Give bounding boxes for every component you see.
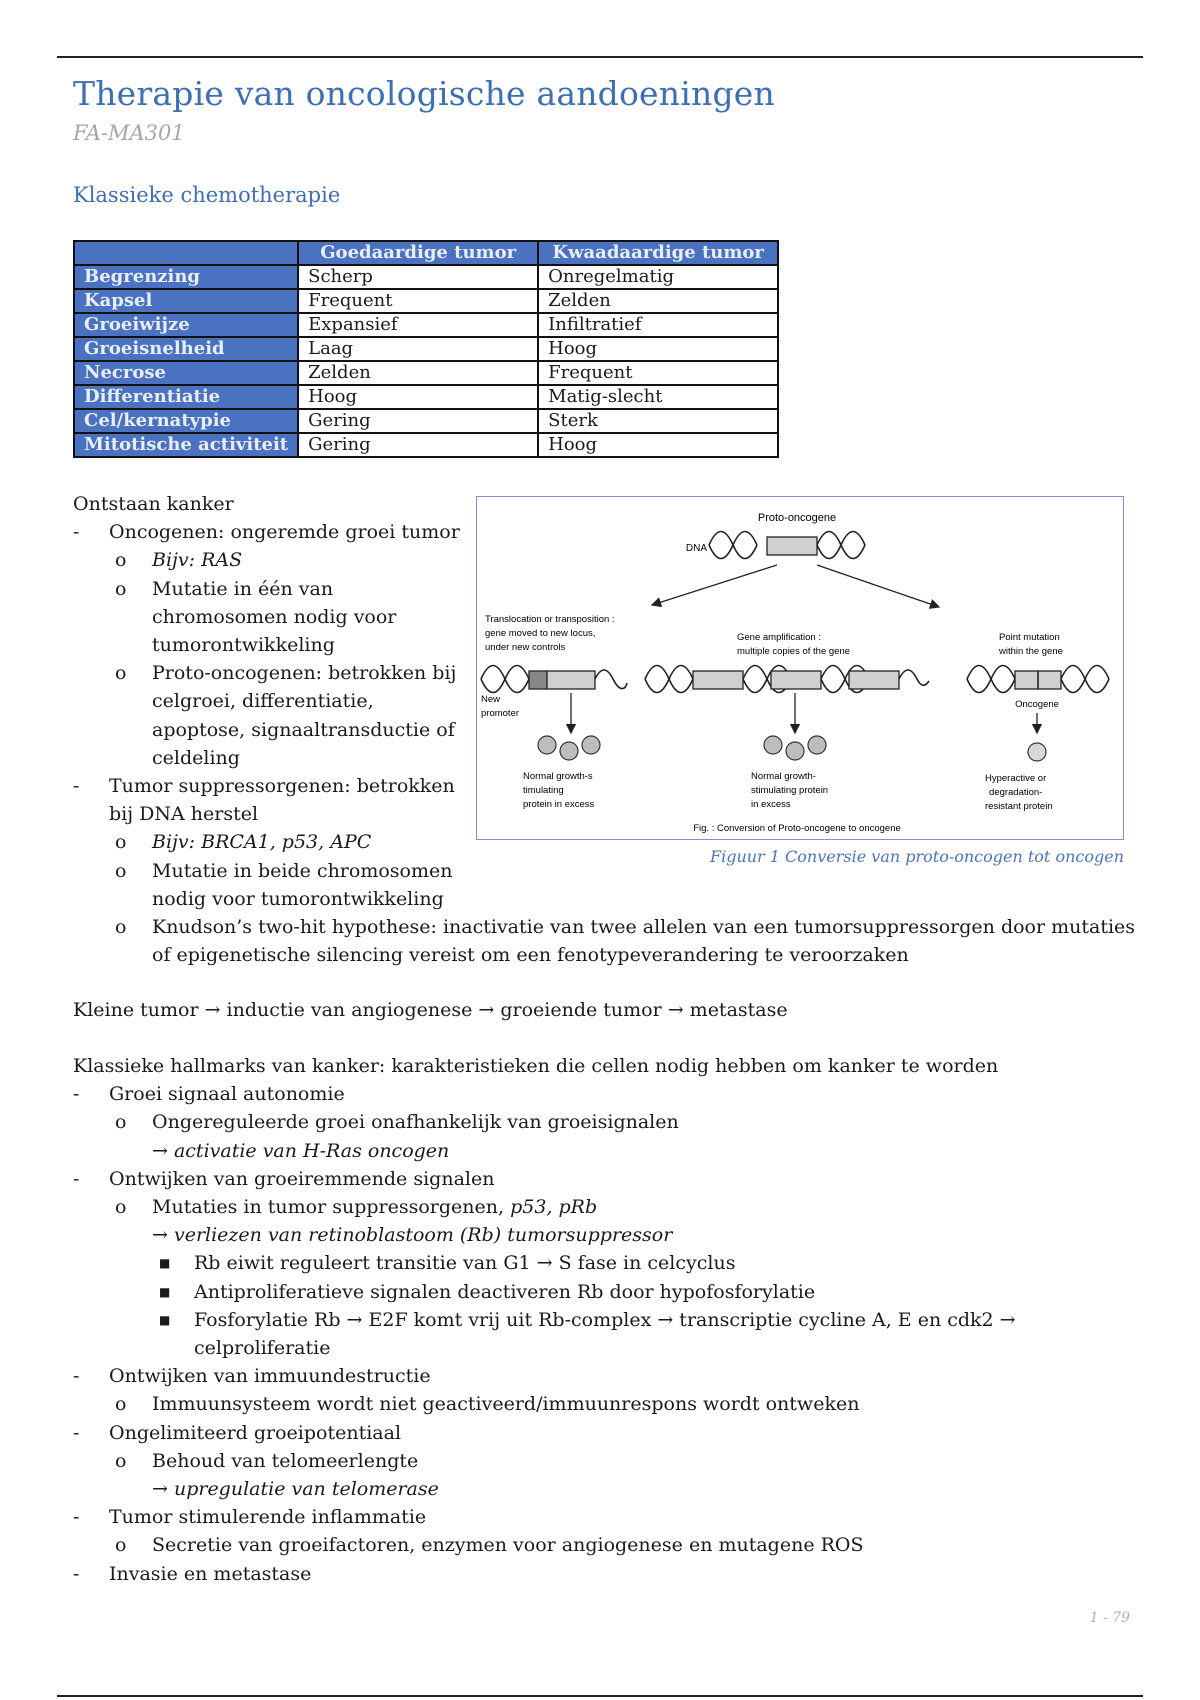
list-item-cont <box>73 1475 1016 1503</box>
malignant-cell: Infiltratief <box>538 313 778 337</box>
list-item <box>73 1249 1016 1277</box>
center-dna-helix <box>645 666 929 693</box>
benign-cell: Scherp <box>298 265 538 289</box>
row-header: Differentiatie <box>74 385 298 409</box>
circle-marker: o <box>115 859 127 882</box>
row-header: Necrose <box>74 361 298 385</box>
benign-cell: Expansief <box>298 313 538 337</box>
list-item <box>73 1447 1016 1475</box>
item-text: Secretie van groeifactoren, enzymen voor angiogenese en mutagene ROS <box>152 1534 864 1557</box>
table-row <box>74 337 778 361</box>
arrow-left <box>652 565 777 605</box>
item-text: apoptose, signaaltransductie of <box>152 718 455 741</box>
circle-marker: o <box>115 577 127 600</box>
row-header: Cel/kernatypie <box>74 409 298 433</box>
translocation-label: Translocation or transposition : gene moved to new locus, under new controls <box>485 614 615 653</box>
item-text: celdeling <box>152 746 240 769</box>
circle-marker: o <box>115 1449 127 1472</box>
square-marker: ■ <box>159 1256 171 1271</box>
list-item <box>73 1503 1016 1531</box>
circle-marker: o <box>115 1393 127 1416</box>
right-result-label: Hyperactive or degradation- resistant protein <box>985 773 1053 812</box>
hallmarks-section <box>73 1052 1016 1588</box>
amplification-label: Gene amplification : multiple copies of the gene <box>737 632 851 657</box>
list-item <box>73 1560 1016 1588</box>
malignant-cell: Sterk <box>538 409 778 433</box>
item-text: Invasie en metastase <box>109 1562 312 1585</box>
item-text: Tumor stimulerende inflammatie <box>109 1506 427 1529</box>
right-protein <box>1028 743 1046 761</box>
benign-cell: Gering <box>298 433 538 457</box>
ontstaan-heading: Ontstaan kanker <box>73 493 234 515</box>
list-item <box>73 1419 1016 1447</box>
circle-marker: o <box>115 916 127 939</box>
dash-marker: - <box>73 1167 80 1190</box>
list-item-cont <box>73 1221 1016 1249</box>
list-item <box>73 1108 1016 1136</box>
hallmarks-intro: Klassieke hallmarks van kanker: karakteristieken die cellen nodig hebben om kanker te worden <box>73 1055 999 1077</box>
item-text: Behoud van telomeerlengte <box>152 1449 419 1472</box>
dash-marker: - <box>73 1365 80 1388</box>
item-text: Mutatie in één van <box>152 577 334 600</box>
table-row <box>74 385 778 409</box>
malignant-cell: Zelden <box>538 289 778 313</box>
item-text-italic: p53, pRb <box>510 1196 598 1219</box>
item-text: Immuunsysteem wordt niet geactiveerd/immuunrespons wordt ontweken <box>152 1393 860 1416</box>
list-item <box>73 1390 1016 1418</box>
tumor-comparison-table <box>73 240 779 458</box>
table-row <box>74 433 778 457</box>
item-text: tumorontwikkeling <box>152 634 335 657</box>
center-result-label: Normal growth- stimulating protein in excess <box>751 771 829 810</box>
dash-marker: - <box>73 1506 80 1529</box>
col-header-benign: Goedaardige tumor <box>298 241 538 265</box>
list-item <box>73 1306 1016 1334</box>
circle-marker: o <box>115 1196 127 1219</box>
benign-cell: Zelden <box>298 361 538 385</box>
left-proteins <box>538 736 600 760</box>
figure-caption: Figuur 1 Conversie van proto-oncogen tot oncogen <box>709 847 1124 866</box>
item-text: Bijv: BRCA1, p53, APC <box>152 831 372 854</box>
benign-cell: Hoog <box>298 385 538 409</box>
point-mutation-label: Point mutation within the gene <box>999 632 1063 657</box>
malignant-cell: Onregelmatig <box>538 265 778 289</box>
item-text: Rb eiwit reguleert transitie van G1 → S fase in celcyclus <box>194 1252 736 1275</box>
item-text: Oncogenen: ongeremde groei tumor <box>109 521 460 544</box>
left-dna-helix <box>481 666 627 693</box>
item-text: Ongereguleerde groei onafhankelijk van groeisignalen <box>152 1111 679 1134</box>
item-text: Bijv: RAS <box>152 549 243 572</box>
item-text: Knudson’s two-hit hypothese: inactivatie van twee allelen van een tumorsuppressorgen door mutaties <box>152 916 1136 939</box>
benign-cell: Gering <box>298 409 538 433</box>
item-text: Ongelimiteerd groeipotentiaal <box>109 1421 402 1444</box>
proto-oncogene-label: Proto-oncogene <box>757 512 837 524</box>
square-marker: ■ <box>159 1312 171 1327</box>
malignant-cell: Hoog <box>538 337 778 361</box>
item-text: Ontwijken van immuundestructie <box>109 1365 431 1388</box>
list-item <box>73 1193 1016 1221</box>
col-header-malignant: Kwaadaardige tumor <box>538 241 778 265</box>
document-title: Therapie van oncologische aandoeningen <box>73 74 775 113</box>
dash-marker: - <box>73 521 80 544</box>
list-item-cont <box>73 1334 1016 1362</box>
item-text: of epigenetische silencing vereist om een fenotypeverandering te veroorzaken <box>152 944 909 967</box>
bottom-rule <box>57 1695 1143 1697</box>
row-header: Kapsel <box>74 289 298 313</box>
row-header: Begrenzing <box>74 265 298 289</box>
benign-cell: Frequent <box>298 289 538 313</box>
oncogene-label: Oncogene <box>1015 699 1059 710</box>
square-marker: ■ <box>159 1284 171 1299</box>
circle-marker: o <box>115 662 127 685</box>
circle-marker: o <box>115 1534 127 1557</box>
top-rule <box>57 56 1143 58</box>
malignant-cell: Frequent <box>538 361 778 385</box>
circle-marker: o <box>115 831 127 854</box>
table-row <box>74 289 778 313</box>
right-dna-helix <box>967 666 1109 693</box>
left-result-label: Normal growth-s timulating protein in excess <box>523 771 595 810</box>
item-text: Proto-oncogenen: betrokken bij <box>152 662 457 685</box>
top-dna-helix <box>709 532 865 559</box>
new-promoter-label: New promoter <box>481 694 520 719</box>
circle-marker: o <box>115 549 127 572</box>
item-text: Antiproliferatieve signalen deactiveren Rb door hypofosforylatie <box>194 1280 816 1303</box>
item-text: Mutaties in tumor suppressorgenen, <box>152 1196 511 1219</box>
item-text: → upregulatie van telomerase <box>152 1478 439 1501</box>
item-text: Ontwijken van groeiremmende signalen <box>109 1167 495 1190</box>
item-text: → activatie van H-Ras oncogen <box>152 1139 450 1162</box>
item-text: celproliferatie <box>194 1337 331 1360</box>
item-text: bij DNA herstel <box>109 803 259 826</box>
item-text: nodig voor tumorontwikkeling <box>152 887 444 910</box>
item-text: celgroei, differentiatie, <box>152 690 374 713</box>
item-text: Fosforylatie Rb → E2F komt vrij uit Rb-complex → transcriptie cycline A, E en cdk2 → <box>194 1308 1016 1331</box>
course-code: FA-MA301 <box>73 121 185 145</box>
benign-cell: Laag <box>298 337 538 361</box>
malignant-cell: Matig-slecht <box>538 385 778 409</box>
table-row <box>74 265 778 289</box>
dna-label: DNA <box>685 543 707 554</box>
item-text: → verliezen van retinoblastoom (Rb) tumorsuppressor <box>152 1224 673 1247</box>
malignant-cell: Hoog <box>538 433 778 457</box>
list-item-cont <box>73 885 1135 913</box>
row-header: Mitotische activiteit <box>74 433 298 457</box>
page-number: 1 - 79 <box>1089 1610 1130 1626</box>
figure-diagram <box>477 497 1123 839</box>
dash-marker: - <box>73 1083 80 1106</box>
item-text: Groei signaal autonomie <box>109 1083 345 1106</box>
table-row <box>74 361 778 385</box>
item-text: Tumor suppressorgenen: betrokken <box>109 775 455 798</box>
list-item <box>73 1362 1016 1390</box>
list-item <box>73 1278 1016 1306</box>
center-proteins <box>764 736 826 760</box>
table-row <box>74 409 778 433</box>
row-header: Groeisnelheid <box>74 337 298 361</box>
table-corner-cell <box>74 241 298 265</box>
figure-inner-caption: Fig. : Conversion of Proto-oncogene to oncogene <box>693 823 901 834</box>
progression-line <box>73 996 788 1024</box>
list-item <box>73 1165 1016 1193</box>
dash-marker: - <box>73 775 80 798</box>
list-item <box>73 913 1135 941</box>
item-text: chromosomen nodig voor <box>152 605 397 628</box>
arrow-right <box>817 565 939 607</box>
dash-marker: - <box>73 1562 80 1585</box>
circle-marker: o <box>115 1111 127 1134</box>
row-header: Groeiwijze <box>74 313 298 337</box>
table-row <box>74 313 778 337</box>
table-header-row <box>74 241 778 265</box>
progression-text: Kleine tumor → inductie van angiogenese → groeiende tumor → metastase <box>73 999 788 1021</box>
list-item <box>73 1080 1016 1108</box>
list-item-cont <box>73 1137 1016 1165</box>
proto-oncogene-figure <box>476 496 1124 840</box>
dash-marker: - <box>73 1421 80 1444</box>
section-heading: Klassieke chemotherapie <box>73 183 341 207</box>
list-item-cont <box>73 941 1135 969</box>
item-text: Mutatie in beide chromosomen <box>152 859 453 882</box>
list-item <box>73 1531 1016 1559</box>
